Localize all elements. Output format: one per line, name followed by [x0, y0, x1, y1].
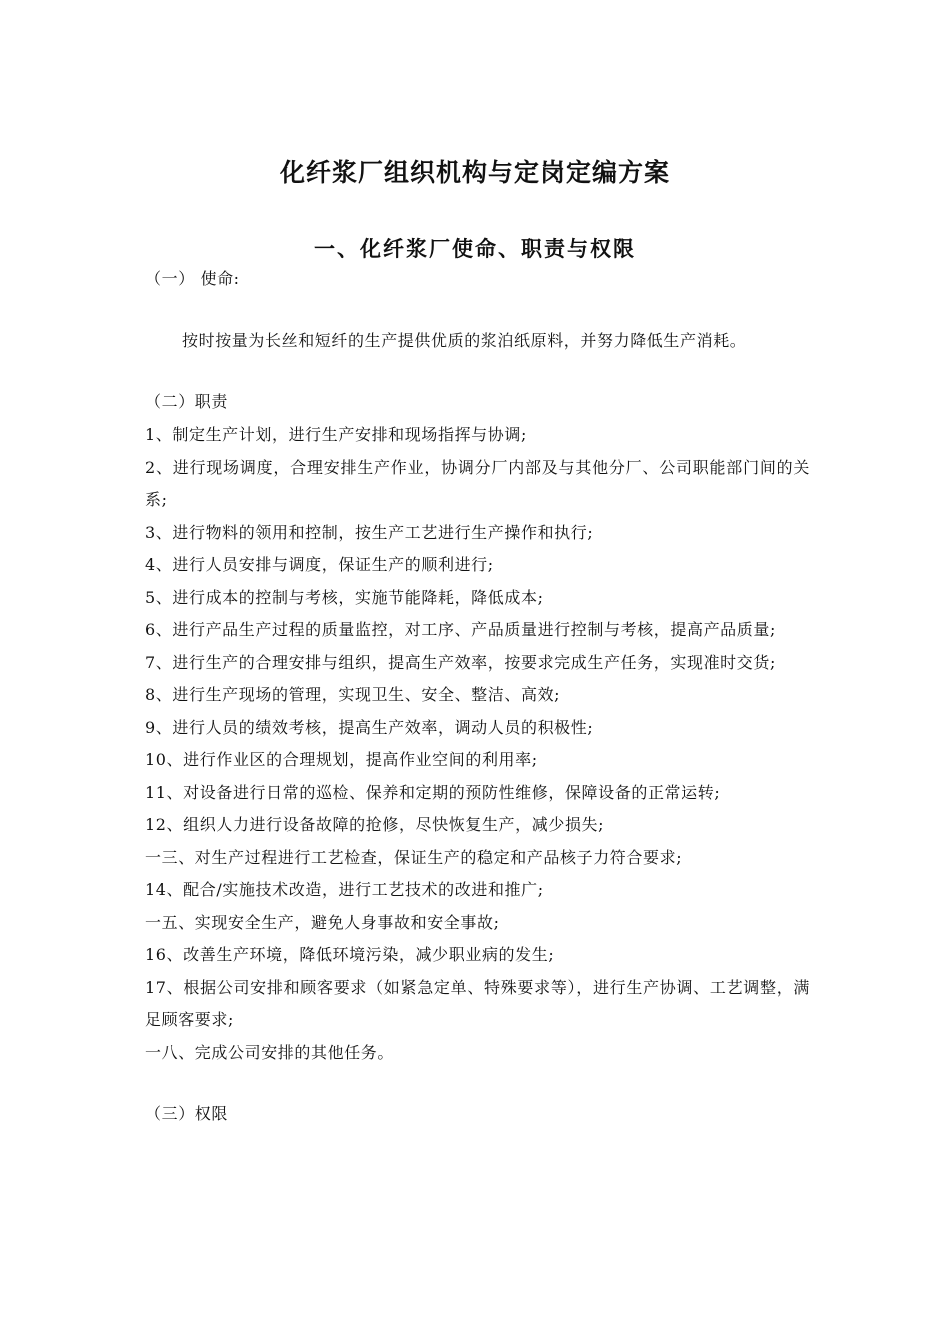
duty-item: 7、进行生产的合理安排与组织，提高生产效率，按要求完成生产任务，实现准时交货;: [145, 652, 776, 672]
duties-list: [145, 419, 810, 1069]
duty-item: 一五、实现安全生产，避免人身事故和安全事故;: [145, 912, 500, 932]
spacer: [145, 296, 810, 324]
duty-item: 8、进行生产现场的管理，实现卫生、安全、整洁、高效;: [145, 685, 561, 704]
duty-item: 17、根据公司安排和顾客要求（如紧急定单、特殊要求等），进行生产协调、工艺调整，满足顾客要求;: [145, 977, 810, 1029]
duty-item: 4、进行人员安排与调度，保证生产的顺利进行;: [145, 555, 494, 574]
duty-item: 5、进行成本的控制与考核，实施节能降耗，降低成本;: [145, 587, 544, 607]
duty-item: 10、进行作业区的合理规划，提高作业空间的利用率;: [145, 750, 538, 769]
duty-item: 6、进行产品生产过程的质量监控，对工序、产品质量进行控制与考核，提高产品质量;: [145, 620, 776, 639]
duty-item: 一三、对生产过程进行工艺检查，保证生产的稳定和产品核子力符合要求;: [145, 847, 683, 867]
duty-item: 一八、完成公司安排的其他任务。: [145, 1042, 395, 1062]
mission-text: 按时按量为长丝和短纤的生产提供优质的浆泊纸原料，并努力降低生产消耗。: [182, 331, 747, 350]
duty-item: 3、进行物料的领用和控制，按生产工艺进行生产操作和执行;: [145, 522, 594, 542]
document-body: [145, 262, 810, 1131]
duty-item: 14、配合/实施技术改造，进行工艺技术的改进和推广;: [145, 880, 544, 899]
duty-item: 12、组织人力进行设备故障的抢修，尽快恢复生产，减少损失;: [145, 815, 605, 834]
spacer: [145, 357, 810, 385]
authority-heading: （三）权限: [145, 1104, 229, 1123]
mission-heading: （一） 使命:: [145, 269, 240, 288]
duty-item: 16、改善生产环境，降低环境污染，减少职业病的发生;: [145, 945, 555, 964]
duty-item: 2、进行现场调度，合理安排生产作业，协调分厂内部及与其他分厂、公司职能部门间的关系;: [145, 457, 810, 509]
section-heading: 一、化纤浆厂使命、职责与权限: [314, 236, 636, 262]
duty-item: 9、进行人员的绩效考核，提高生产效率，调动人员的积极性;: [145, 717, 594, 737]
spacer: [145, 1069, 810, 1097]
document-title: 化纤浆厂组织机构与定岗定编方案: [279, 157, 670, 187]
duty-item: 1、制定生产计划，进行生产安排和现场指挥与协调;: [145, 425, 527, 444]
duty-item: 11、对设备进行日常的巡检、保养和定期的预防性维修，保障设备的正常运转;: [145, 782, 721, 802]
duties-heading: （二）职责: [145, 392, 229, 411]
